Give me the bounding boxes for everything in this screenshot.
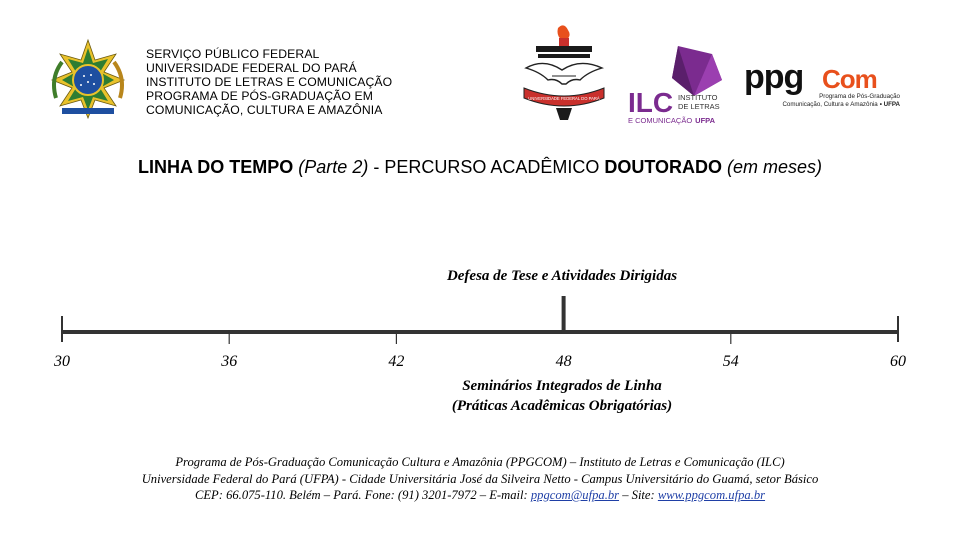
institution-line: UNIVERSIDADE FEDERAL DO PARÁ [146,61,357,75]
title-part-doctorate: DOUTORADO [604,157,723,177]
ppgcom-wordmark-left: ppg [744,60,804,96]
institution-line: PROGRAMA DE PÓS-GRADUAÇÃO EM [146,89,373,103]
ppgcom-logo [744,60,904,110]
ufpa-seal-icon [522,24,606,122]
footer-line2: Universidade Federal do Pará (UFPA) - Cidade Universitária José da Silveira Netto - Campus Universitário do Guamá, setor Básico [141,471,819,486]
institution-line: SERVIÇO PÚBLICO FEDERAL [146,47,320,61]
timeline-diagram [0,280,960,380]
timeline-bottom-label-line2: (Práticas Acadêmicas Obrigatórias) [451,398,673,414]
title-part-timeline: LINHA DO TEMPO [137,157,294,177]
page-title [0,157,960,178]
timeline-bottom-label-line1: Seminários Integrados de Linha [462,378,662,394]
timeline-tick-label: 30 [54,353,70,370]
footer [0,454,960,504]
ppgcom-line2: Comunicação, Cultura e Amazônia • UFPA [782,101,900,108]
timeline-tick-label: 36 [221,353,238,370]
ilc-line2: DE LETRAS [678,102,720,111]
institution-header [146,47,392,117]
timeline-bottom-label [362,376,762,416]
footer-site-text: – Site: [619,488,658,502]
timeline-top-label: Defesa de Tese e Atividades Dirigidas [446,268,678,284]
timeline-tick-label: 60 [890,353,906,370]
institution-line: INSTITUTO DE LETRAS E COMUNICAÇÃO [146,75,393,89]
footer-contact-text: CEP: 66.075-110. Belém – Pará. Fone: (91) 3201-7972 – E-mail: [194,488,531,502]
ppgcom-wordmark-right: Com [822,64,877,94]
footer-email-link[interactable]: ppgcom@ufpa.br [530,488,620,502]
ppgcom-line1: Programa de Pós-Graduação [819,93,900,100]
footer-line1: Programa de Pós-Graduação Comunicação Cultura e Amazônia (PPGCOM) – Instituto de Letras e Comunicação (ILC) [175,455,785,469]
timeline-tick-label: 42 [388,353,405,370]
footer-line3 [0,487,960,504]
brazil-coat-of-arms-icon [48,38,128,120]
title-part-route: - PERCURSO ACADÊMICO [368,157,605,177]
timeline-tick-label: 54 [722,353,739,370]
title-part-label: (Parte 2) [293,157,369,177]
ilc-line1: INSTITUTO [678,93,718,102]
ufpa-seal-text: UNIVERSIDADE FEDERAL DO PARÁ [528,96,600,101]
footer-site-link[interactable]: www.ppgcom.ufpa.br [657,488,766,502]
institution-line: COMUNICAÇÃO, CULTURA E AMAZÔNIA [146,103,383,117]
timeline-tick-label: 48 [555,353,572,370]
ilc-line3: E COMUNICAÇÃO UFPA [628,116,716,125]
title-part-unit: (em meses) [722,157,823,177]
ilc-letters: ILC [628,87,674,118]
ilc-logo [628,44,728,126]
